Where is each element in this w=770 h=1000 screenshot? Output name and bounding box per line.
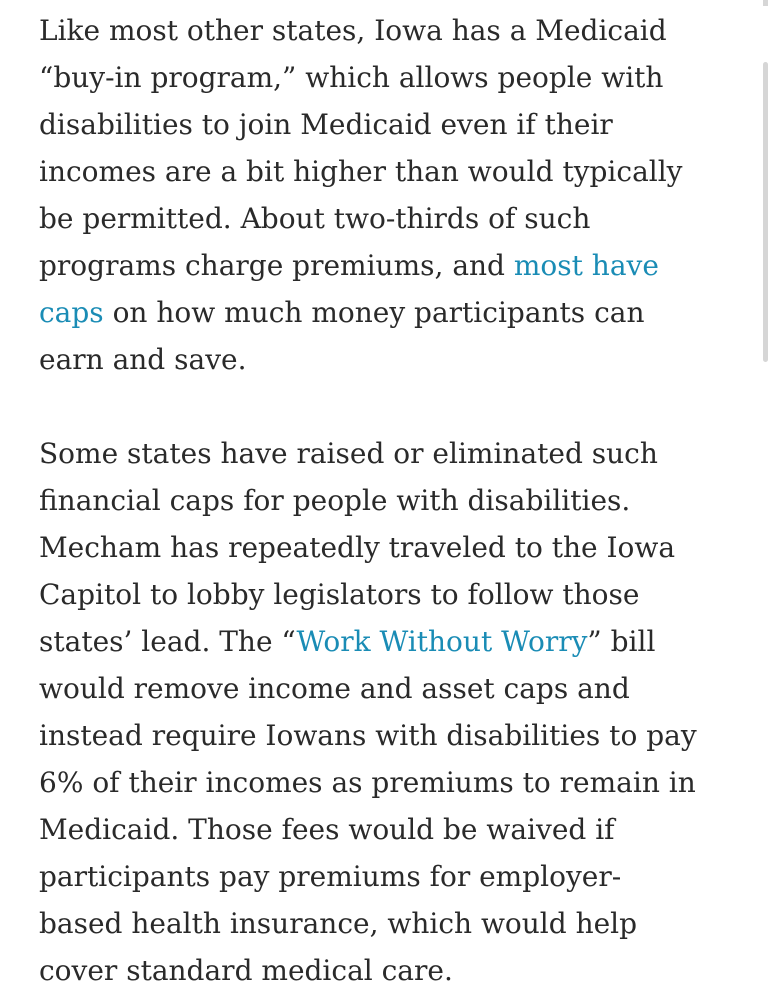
- text-segment: ” bill: [587, 625, 656, 658]
- text-line: be permitted. About two-thirds of such: [39, 202, 591, 235]
- text-line: [39, 289, 744, 336]
- most-have-caps-link-continued[interactable]: caps: [39, 296, 104, 329]
- text-segment: on how much money participants can: [103, 296, 645, 329]
- text-segment: states’ lead. The “: [39, 625, 297, 658]
- text-line: earn and save.: [39, 343, 247, 376]
- text-line: financial caps for people with disabilities.: [39, 484, 631, 517]
- text-line: would remove income and asset caps and: [39, 672, 630, 705]
- text-line: 6% of their incomes as premiums to remain in: [39, 766, 696, 799]
- paragraph-buy-in-program: [39, 7, 744, 383]
- text-line: [39, 242, 744, 289]
- scrollbar[interactable]: [764, 0, 770, 1000]
- scrollbar-thumb[interactable]: [763, 62, 768, 362]
- text-line: participants pay premiums for employer-: [39, 860, 622, 893]
- text-line: Some states have raised or eliminated such: [39, 437, 658, 470]
- work-without-worry-link[interactable]: Work Without Worry: [296, 625, 588, 658]
- text-line: [39, 618, 744, 665]
- scrollbar-top-cap: [763, 0, 768, 6]
- text-line: “buy-in program,” which allows people with: [39, 61, 664, 94]
- text-segment: programs charge premiums, and: [39, 249, 514, 282]
- text-line: disabilities to join Medicaid even if their: [39, 108, 613, 141]
- text-line: Medicaid. Those fees would be waived if: [39, 813, 615, 846]
- text-line: instead require Iowans with disabilities to pay: [39, 719, 697, 752]
- article-body: [39, 0, 744, 994]
- paragraph-work-without-worry: [39, 430, 744, 994]
- text-line: Like most other states, Iowa has a Medicaid: [39, 14, 667, 47]
- text-line: Capitol to lobby legislators to follow those: [39, 578, 640, 611]
- text-line: cover standard medical care.: [39, 954, 453, 987]
- text-line: incomes are a bit higher than would typically: [39, 155, 683, 188]
- most-have-caps-link[interactable]: most have: [513, 249, 659, 282]
- text-line: Mecham has repeatedly traveled to the Iowa: [39, 531, 676, 564]
- text-line: based health insurance, which would help: [39, 907, 638, 940]
